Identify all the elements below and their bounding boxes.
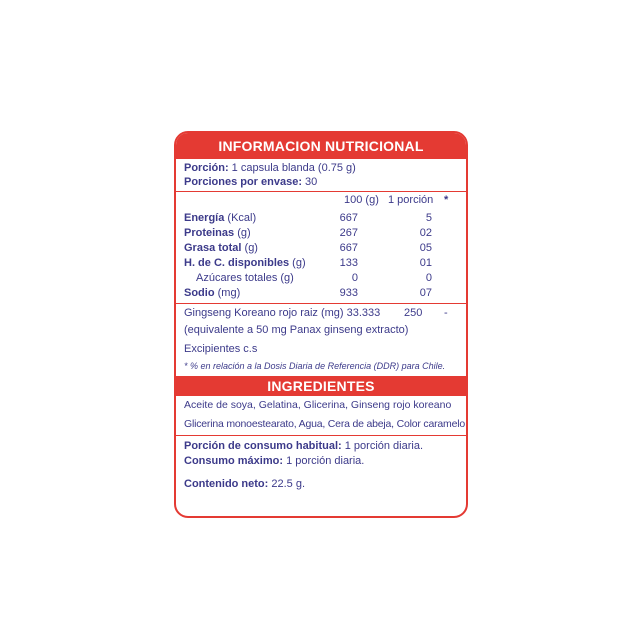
net-content: Contenido neto: 22.5 g.: [184, 477, 306, 490]
nutrient-row-fat: Grasa total (g) 667 05: [184, 242, 432, 254]
nutrient-row-energy: Energía (Kcal) 667 5: [184, 212, 432, 224]
excipients: Excipientes c.s: [184, 342, 258, 355]
nutrient-row-sugars: Azúcares totales (g) 0 0: [196, 272, 432, 284]
serving-size: Porción: 1 capsula blanda (0.75 g): [184, 162, 356, 174]
ginseng-equivalent: (equivalente a 50 mg Panax ginseng extracto): [184, 324, 409, 336]
ingredients-title: INGREDIENTES: [176, 376, 466, 396]
nutrition-label: [174, 131, 468, 518]
habitual-consumption: Porción de consumo habitual: 1 porción diaria.: [184, 439, 424, 452]
max-consumption: Consumo máximo: 1 porción diaria.: [184, 455, 365, 467]
ingredients-line-2: Glicerina monoestearato, Agua, Cera de abeja, Color caramelo: [184, 418, 465, 430]
column-headers: [176, 192, 466, 209]
nutrition-title: INFORMACION NUTRICIONAL: [176, 133, 466, 159]
servings-per-container: Porciones por envase: 30: [184, 175, 318, 188]
nutrient-row-carbs: H. de C. disponibles (g) 133 01: [184, 257, 432, 269]
ginseng-line: Gingseng Koreano rojo raiz (mg) 33.333 250 -: [184, 307, 448, 319]
nutrient-row-protein: Proteinas (g) 267 02: [184, 227, 432, 239]
ingredients-line-1: Aceite de soya, Gelatina, Glicerina, Ginseng rojo koreano: [184, 398, 452, 411]
nutrient-row-sodium: Sodio (mg) 933 07: [184, 287, 432, 299]
ginseng-marker: -: [444, 307, 448, 319]
col-marker: *: [444, 194, 449, 206]
footnote: * % en relación a la Dosis Diaria de Referencia (DDR) para Chile.: [184, 361, 446, 371]
nutrient-rows: [176, 209, 466, 303]
col-100g: 100 (g): [344, 194, 379, 206]
ginseng-value: 250: [404, 307, 423, 319]
col-portion: 1 porción: [388, 194, 434, 206]
